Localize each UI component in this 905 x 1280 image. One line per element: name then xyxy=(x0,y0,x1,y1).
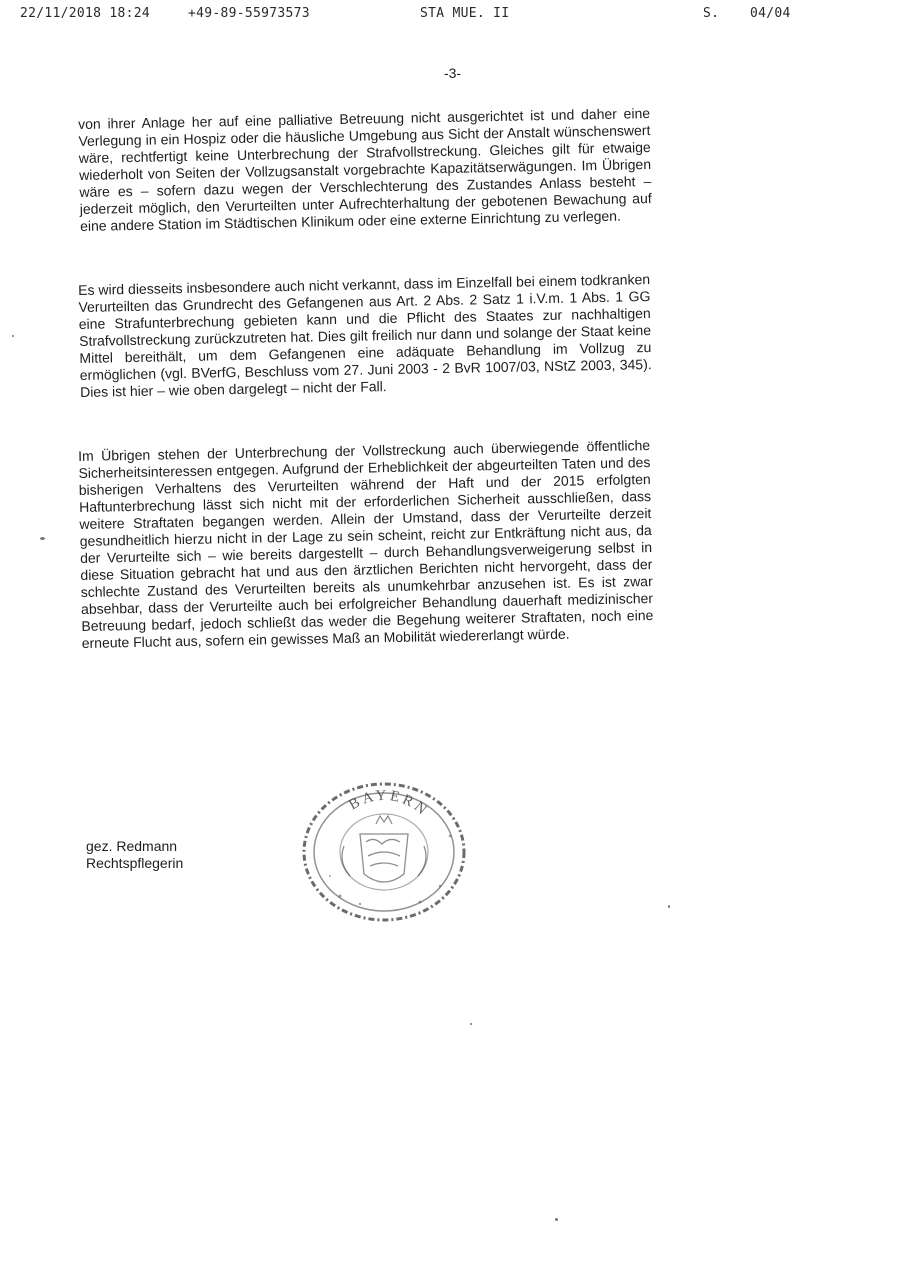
page-number: -3- xyxy=(443,65,462,81)
paragraph-text: von ihrer Anlage her auf eine palliative Betreuung nicht ausgerichtet ist und daher eine Verlegung in ein Hospiz oder die häusliche Umgebung aus Sicht der Anstalt wünschenswert wäre, rechtfertigt keine Unterbrechung der Strafvollstreckung. Gleiches gilt für etwaige wiederholt von Seiten der Vollzugsanstalt vorgebrachte Kapazitätserwägungen. Im Übrigen wäre es – sofern dazu wegen der Verschlechterung des Zustandes Anlass besteht – jederzeit möglich, den Verurteilten unter Aufrechterhaltung der gebotenen Bewachung auf eine andere Station im Städtischen Klinikum oder eine externe Einrichtung zu verlegen. xyxy=(78,105,652,234)
fax-sender: STA MUE. II xyxy=(420,6,510,21)
paragraph-text: Im Übrigen stehen der Unterbrechung der Vollstreckung auch überwiegende öffentliche Sicherheitsinteressen entgegen. Aufgrund der Erheblichkeit der abgeurteilten Taten und des bisherigen Verhaltens des Verurteilten während der Haft und der 2015 erfolgten Haftunterbrechung lässt sich nicht mit der erforderlichen Sicherheit ausschließen, dass weitere Straftaten begangen werden. Allein der Umstand, dass der Verurteilte derzeit gesundheitlich hierzu nicht in der Lage zu sein scheint, reicht zur Entkräftung nicht aus, da der Verurteilte sich – wie bereits dargestellt – durch Behandlungsverweigerung selbst in diese Situation gebracht hat und aus den ärztlichen Berichten nicht hervorgeht, dass der schlechte Zustand des Verurteilten bereits als unumkehrbar anzusehen ist. Es ist zwar absehbar, dass der Verurteilte auch bei erfolgreicher Behandlung dauerhaft medizinischer Betreuung bedarf, jedoch schließt das weder die Begehung weiterer Straftaten, noch eine erneute Flucht aus, sofern ein gewisses Maß an Mobilität wiedererlangt würde. xyxy=(78,437,654,651)
scan-speck xyxy=(12,335,14,337)
fax-phone: +49-89-55973573 xyxy=(188,6,310,21)
fax-date xyxy=(20,6,150,21)
signer-name: gez. Redmann xyxy=(86,838,178,854)
fax-time: 18:24 xyxy=(109,6,151,21)
paragraph xyxy=(78,437,654,680)
signature-block xyxy=(86,838,183,872)
scan-speck xyxy=(40,537,45,540)
seal-text: BAYERN xyxy=(346,787,432,821)
fax-header xyxy=(0,0,905,40)
signer-title: Rechtspflegerin xyxy=(86,855,184,871)
fax-page-count: 04/04 xyxy=(750,6,791,21)
paragraph-text: Es wird diesseits insbesondere auch nicht verkannt, dass im Einzelfall bei einem todkranken Verurteilten das Grundrecht des Gefangenen aus Art. 2 Abs. 2 Satz 1 i.V.m. 1 Abs. 1 GG eine Strafunterbrechung gebieten kann und die Pflicht des Staates zur nachhaltigen Strafvollstreckung zurückzutreten hat. Dies gilt freilich nur dann und solange der Staat keine Mittel bereithält, um dem Gefangenen eine adäquate Behandlung im Vollzug zu ermöglichen (vgl. BVerfG, Beschluss vom 27. Juni 2003 - 2 BvR 1007/03, NStZ 2003, 345). Dies ist hier – wie oben dargelegt – nicht der Fall. xyxy=(78,271,652,400)
scan-speck xyxy=(555,1218,558,1221)
scan-speck xyxy=(668,905,670,908)
scan-speck xyxy=(470,1023,472,1025)
official-seal-icon xyxy=(300,776,468,924)
paragraph xyxy=(78,105,653,263)
fax-date-value: 22/11/2018 xyxy=(20,6,102,21)
fax-page-prefix: S. xyxy=(703,6,720,21)
paragraph xyxy=(78,271,653,429)
